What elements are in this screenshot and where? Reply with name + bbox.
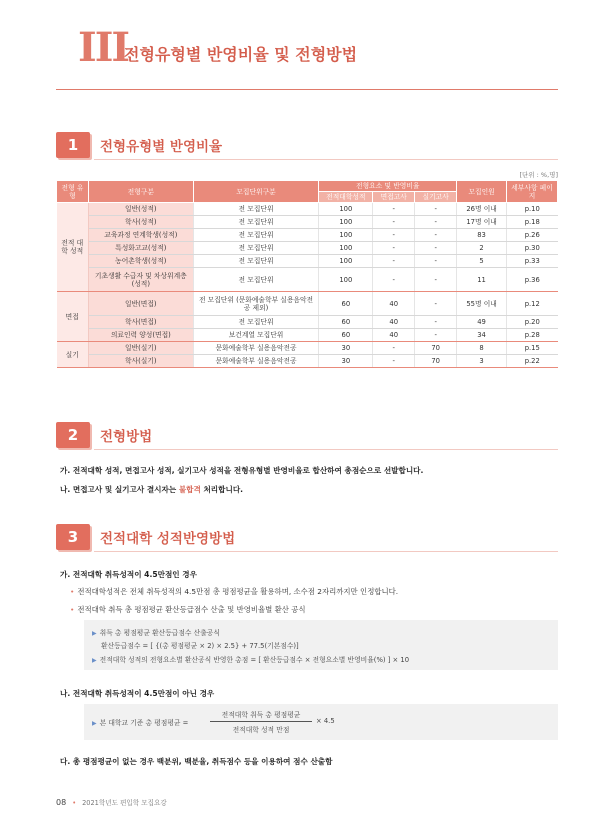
method-line-2-end: 처리합니다. [200,485,244,494]
formula-row: 환산등급점수 = [ {(총 평점평균 × 2) × 2.5} + 77.5(기본점수)] [101,642,299,650]
formula-row [92,717,188,727]
row-unit: 전 모집단위 [193,268,319,292]
row-page: p.26 [507,229,558,242]
header-practical: 실기고사 [415,192,457,203]
method-line-2 [60,484,243,495]
unit-note: [단위 : %,명] [519,171,558,179]
row-interview: 40 [373,316,415,329]
formula-box-1 [84,620,558,670]
row-academic: 100 [319,268,373,292]
table-row [57,355,558,368]
table-row [57,229,558,242]
row-category: 특성화고교(성적) [88,242,193,255]
row-count: 26명 이내 [457,203,507,216]
row-page: p.12 [507,292,558,316]
section-title: 전형유형별 반영비율 [100,139,223,155]
row-unit: 보건계열 모집단위 [193,329,319,342]
row-unit: 전 모집단위 (문화예술학부 실용음악전공 제외) [193,292,319,316]
table-row [57,242,558,255]
row-practical: - [415,268,457,292]
row-academic: 30 [319,342,373,355]
row-interview: - [373,342,415,355]
table-row [57,216,558,229]
section-3-header [56,524,558,550]
table-row [57,292,558,316]
grade-case-a-title: 가. 전적대학 취득성적이 4.5만점인 경우 [60,570,197,579]
row-unit: 전 모집단위 [193,255,319,268]
formula-row [92,627,220,637]
formula-text: 전적대학 성적의 전형요소별 환산공식 반영한 총점 = [ 환산등급점수 × 전형요소별 반영비율(%) ] × 10 [99,656,410,664]
header-academic: 전적대학성적 [319,192,373,203]
row-page: p.18 [507,216,558,229]
row-academic: 100 [319,229,373,242]
row-interview: - [373,216,415,229]
method-line-1: 가. 전적대학 성적, 면접고사 성적, 실기고사 성적을 전형유형별 반영비율로 합산하여 총점순으로 선발합니다. [60,466,424,475]
formula-text: 취득 총 평점평균 환산등급점수 산출공식 [99,629,220,637]
row-category: 기초생활 수급자 및 차상위계층(성적) [88,268,193,292]
row-page: p.22 [507,355,558,368]
row-unit: 전 모집단위 [193,203,319,216]
row-interview: 40 [373,292,415,316]
chapter-title: 전형유형별 반영비율 및 전형방법 [124,45,358,64]
table-row [57,255,558,268]
section-title: 전적대학 성적반영방법 [100,531,236,547]
row-count: 49 [457,316,507,329]
bullet-text: 전적대학 취득 총 평점평균 환산등급점수 산출 및 반영비율별 환산 공식 [77,605,306,614]
table-row [57,316,558,329]
section-divider [94,449,558,450]
chapter-header [56,20,558,90]
header-unit: 모집단위구분 [193,181,319,203]
formula-box-2 [84,704,558,740]
table-row [57,203,558,216]
row-practical: 70 [415,355,457,368]
row-academic: 60 [319,329,373,342]
row-category: 의료인력 양성(면접) [88,329,193,342]
triangle-right-icon: ▶ [92,630,97,637]
row-count: 34 [457,329,507,342]
row-interview: 40 [373,329,415,342]
separator-dot: • [72,799,77,807]
row-unit: 전 모집단위 [193,316,319,329]
ratio-table [56,180,558,368]
row-category: 일반(면접) [88,292,193,316]
row-page: p.15 [507,342,558,355]
section-2-header [56,422,558,448]
table-row [57,329,558,342]
bullet-icon: • [70,587,75,596]
row-unit: 문화예술학부 실용음악전공 [193,342,319,355]
grade-bullet-1 [70,586,398,597]
row-practical: - [415,203,457,216]
row-page: p.20 [507,316,558,329]
bullet-icon: • [70,605,75,614]
row-academic: 30 [319,355,373,368]
section-1-header [56,132,558,158]
row-interview: - [373,203,415,216]
document-title: 2021학년도 편입학 모집요강 [82,799,167,807]
triangle-right-icon: ▶ [92,720,97,727]
row-count: 5 [457,255,507,268]
row-practical: - [415,329,457,342]
formula-text: 본 대학교 기준 총 평점평균 = [99,719,189,727]
row-practical: - [415,255,457,268]
row-practical: 70 [415,342,457,355]
row-category: 교육과정 연계학생(성적) [88,229,193,242]
row-interview: - [373,242,415,255]
row-academic: 60 [319,316,373,329]
row-practical: - [415,316,457,329]
row-category: 농어촌학생(성적) [88,255,193,268]
row-unit: 문화예술학부 실용음악전공 [193,355,319,368]
chapter-number: III [78,24,129,71]
row-academic: 100 [319,216,373,229]
group-label: 전적 대학 성적 [57,203,89,292]
row-count: 83 [457,229,507,242]
row-unit: 전 모집단위 [193,242,319,255]
header-detail: 세부사항 페이지 [507,181,558,203]
header-count: 모집인원 [457,181,507,203]
fraction-bar [210,721,312,722]
section-title: 전형방법 [100,429,153,445]
row-category: 일반(성적) [88,203,193,216]
section-divider [94,159,558,160]
section-number: 1 [56,132,90,158]
section-number: 2 [56,422,90,448]
row-academic: 60 [319,292,373,316]
row-category: 학사(면접) [88,316,193,329]
header-category: 전형구분 [88,181,193,203]
row-count: 8 [457,342,507,355]
row-page: p.36 [507,268,558,292]
fraction [210,709,312,734]
row-count: 3 [457,355,507,368]
row-interview: - [373,268,415,292]
row-unit: 전 모집단위 [193,229,319,242]
row-practical: - [415,242,457,255]
table-row [57,342,558,355]
grade-case-b-title: 나. 전적대학 취득성적이 4.5만점이 아닌 경우 [60,689,215,698]
row-unit: 전 모집단위 [193,216,319,229]
section-number: 3 [56,524,90,550]
row-category: 학사(성적) [88,216,193,229]
header-interview: 면접고사 [373,192,415,203]
fail-emphasis: 불합격 [178,485,201,494]
table-row [57,268,558,292]
row-page: p.33 [507,255,558,268]
grade-case-c-title: 다. 총 평점평균이 없는 경우 백분위, 백분율, 취득점수 등을 이용하여 점수 산출함 [60,757,333,766]
row-count: 2 [457,242,507,255]
row-practical: - [415,229,457,242]
header-ratio: 전형요소 및 반영비율 [319,181,457,192]
fraction-denominator: 전적대학 성적 만점 [232,726,290,734]
row-count: 11 [457,268,507,292]
grade-bullet-2 [70,604,306,615]
row-count: 17명 이내 [457,216,507,229]
page-number: 08 [56,798,67,807]
group-label: 면접 [57,292,89,342]
formula-row [92,654,409,664]
row-category: 일반(실기) [88,342,193,355]
row-page: p.28 [507,329,558,342]
row-practical: - [415,292,457,316]
triangle-right-icon: ▶ [92,657,97,664]
row-interview: - [373,355,415,368]
row-academic: 100 [319,242,373,255]
section-divider [94,551,558,552]
page-footer [56,797,167,807]
row-page: p.30 [507,242,558,255]
bullet-text: 전적대학성적은 전체 취득성적의 4.5만점 총 평점평균을 활용하며, 소수점 2자리까지만 인정합니다. [77,587,399,596]
formula-multiplier: × 4.5 [316,717,335,725]
method-line-2-text: 나. 면접고사 및 실기고사 결시자는 [60,485,179,494]
row-interview: - [373,229,415,242]
row-count: 55명 이내 [457,292,507,316]
fraction-numerator: 전적대학 취득 총 평점평균 [221,711,301,719]
header-type: 전형 유형 [57,181,89,203]
row-practical: - [415,216,457,229]
row-interview: - [373,255,415,268]
row-academic: 100 [319,203,373,216]
row-academic: 100 [319,255,373,268]
row-category: 학사(실기) [88,355,193,368]
row-page: p.10 [507,203,558,216]
group-label: 실기 [57,342,89,368]
